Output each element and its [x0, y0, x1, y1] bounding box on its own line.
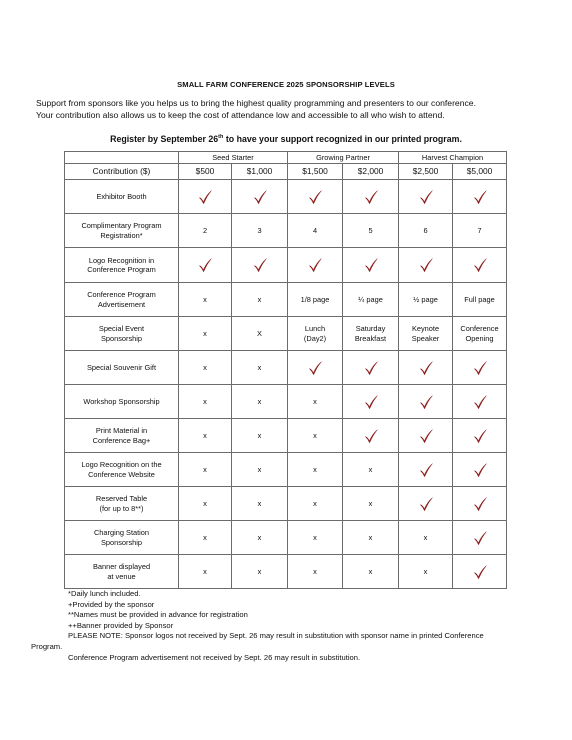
- benefit-not-included-cell: x: [232, 385, 288, 419]
- amount-header-row: [65, 164, 507, 180]
- amount-cell: $1,000: [232, 164, 288, 180]
- benefit-included-cell: [399, 487, 453, 521]
- amount-cell: $5,000: [453, 164, 507, 180]
- registration-count-cell: 5: [343, 214, 399, 248]
- benefit-not-included-cell: x: [343, 453, 399, 487]
- benefit-detail-line: Breakfast: [354, 333, 387, 343]
- checkmark-icon: [363, 394, 379, 410]
- benefit-included-cell: [453, 555, 507, 589]
- benefit-label: [65, 248, 179, 283]
- benefit-not-included-cell: x: [343, 521, 399, 555]
- amount-cell: $1,500: [288, 164, 343, 180]
- checkmark-icon: [418, 257, 434, 273]
- amount-cell: $2,000: [343, 164, 399, 180]
- checkmark-icon: [418, 394, 434, 410]
- benefit-included-cell: [399, 385, 453, 419]
- benefit-included-cell: [453, 351, 507, 385]
- benefit-label-line: Workshop Sponsorship: [83, 396, 160, 406]
- checkmark-icon: [472, 394, 488, 410]
- checkmark-icon: [472, 360, 488, 376]
- benefit-included-cell: [288, 180, 343, 214]
- benefit-included-cell: [399, 453, 453, 487]
- benefit-included-cell: [453, 419, 507, 453]
- benefit-not-included-cell: x: [179, 487, 232, 521]
- benefit-label: [65, 555, 179, 589]
- checkmark-icon: [472, 496, 488, 512]
- benefit-row: [65, 180, 507, 214]
- checkmark-icon: [472, 189, 488, 205]
- benefit-row: [65, 487, 507, 521]
- benefit-row: [65, 385, 507, 419]
- benefit-included-cell: [453, 521, 507, 555]
- benefit-not-included-cell: x: [179, 351, 232, 385]
- benefit-label: [65, 351, 179, 385]
- note-advertisement-deadline: Conference Program advertisement not received by Sept. 26 may result in substitution.: [68, 652, 361, 662]
- benefit-included-cell: [453, 453, 507, 487]
- benefit-included-cell: [232, 180, 288, 214]
- benefit-label: [65, 487, 179, 521]
- registration-count-cell: 7: [453, 214, 507, 248]
- benefit-included-cell: [288, 351, 343, 385]
- checkmark-icon: [363, 257, 379, 273]
- benefit-included-cell: [453, 248, 507, 283]
- register-suffix: to have your support recognized in our printed program.: [223, 134, 462, 144]
- page-title: SMALL FARM CONFERENCE 2025 SPONSORSHIP LEVELS: [177, 80, 395, 89]
- benefit-label: [65, 385, 179, 419]
- benefit-label-line: Reserved Table: [95, 494, 148, 503]
- benefit-included-cell: [179, 248, 232, 283]
- benefit-not-included-cell: x: [232, 521, 288, 555]
- checkmark-icon: [472, 462, 488, 478]
- checkmark-icon: [307, 189, 323, 205]
- benefit-included-cell: [343, 419, 399, 453]
- benefit-detail-cell: [453, 317, 507, 351]
- benefit-included-cell: [399, 180, 453, 214]
- benefit-not-included-cell: X: [232, 317, 288, 351]
- intro-line-1: Support from sponsors like you helps us to bring the highest quality programming and presenters to our conference.: [36, 98, 476, 108]
- benefit-label-line: Conference Program: [87, 290, 156, 299]
- benefit-label-line: Conference Program: [87, 265, 156, 274]
- checkmark-icon: [307, 257, 323, 273]
- register-deadline: [0, 134, 572, 144]
- benefit-label: [65, 419, 179, 453]
- note-names-in-advance: **Names must be provided in advance for registration: [68, 610, 248, 620]
- amount-cell: $2,500: [399, 164, 453, 180]
- checkmark-icon: [252, 257, 268, 273]
- benefit-label-line: Charging Station: [93, 528, 150, 537]
- benefit-detail-cell: [399, 317, 453, 351]
- benefit-label-line: Complimentary Program: [81, 221, 162, 230]
- intro-text: [36, 97, 546, 121]
- benefit-label-line: Sponsorship: [100, 333, 143, 343]
- benefit-label-line: Logo Recognition in: [88, 255, 155, 265]
- sponsorship-table: [64, 151, 507, 589]
- contribution-label: Contribution ($): [65, 164, 179, 180]
- benefit-label-line: Special Souvenir Gift: [86, 362, 156, 372]
- registration-count-cell: 4: [288, 214, 343, 248]
- benefit-label-line: Sponsorship: [100, 537, 143, 547]
- checkmark-icon: [363, 360, 379, 376]
- group-header-blank: [65, 152, 179, 164]
- checkmark-icon: [363, 189, 379, 205]
- benefit-row: [65, 214, 507, 248]
- benefit-not-included-cell: x: [399, 521, 453, 555]
- benefit-not-included-cell: x: [399, 555, 453, 589]
- benefit-not-included-cell: x: [288, 419, 343, 453]
- checkmark-icon: [472, 530, 488, 546]
- note-banner-by-sponsor: ++Banner provided by Sponsor: [68, 620, 174, 630]
- benefit-label: [65, 283, 179, 317]
- benefit-label-line: Conference Website: [88, 469, 155, 479]
- group-seed-starter: Seed Starter: [179, 152, 288, 164]
- benefit-included-cell: [343, 351, 399, 385]
- benefit-included-cell: [288, 248, 343, 283]
- checkmark-icon: [418, 428, 434, 444]
- checkmark-icon: [418, 462, 434, 478]
- benefit-detail-cell: ½ page: [399, 283, 453, 317]
- benefit-detail-cell: [288, 317, 343, 351]
- register-prefix: Register by September 26: [110, 134, 219, 144]
- checkmark-icon: [197, 257, 213, 273]
- benefit-detail-line: Opening: [465, 333, 494, 343]
- benefit-included-cell: [343, 180, 399, 214]
- benefit-not-included-cell: x: [232, 283, 288, 317]
- intro-line-2: Your contribution also allows us to keep the cost of attendance low and accessible to all who wish to attend.: [36, 110, 445, 120]
- benefit-not-included-cell: x: [288, 453, 343, 487]
- checkmark-icon: [363, 428, 379, 444]
- benefit-included-cell: [399, 248, 453, 283]
- benefit-not-included-cell: x: [179, 453, 232, 487]
- benefit-included-cell: [343, 385, 399, 419]
- benefit-included-cell: [232, 248, 288, 283]
- checkmark-icon: [418, 189, 434, 205]
- checkmark-icon: [252, 189, 268, 205]
- note-logo-deadline: PLEASE NOTE: Sponsor logos not received by Sept. 26 may result in substitution with sponsor name in printed Conference: [68, 631, 484, 641]
- benefit-label-line: Banner displayed: [92, 562, 151, 571]
- benefit-not-included-cell: x: [288, 521, 343, 555]
- benefit-label: [65, 180, 179, 214]
- benefit-not-included-cell: x: [232, 555, 288, 589]
- group-header-row: [65, 152, 507, 164]
- benefit-detail-line: Conference: [460, 324, 499, 333]
- benefit-included-cell: [179, 180, 232, 214]
- group-growing-partner: Growing Partner: [288, 152, 399, 164]
- benefit-label-line: at venue: [107, 571, 136, 581]
- benefit-detail-cell: ¼ page: [343, 283, 399, 317]
- benefit-label-line: Exhibitor Booth: [96, 191, 147, 201]
- footnotes: [31, 589, 548, 663]
- benefit-row: [65, 248, 507, 283]
- registration-count-cell: 3: [232, 214, 288, 248]
- benefit-not-included-cell: x: [232, 453, 288, 487]
- benefit-included-cell: [399, 419, 453, 453]
- benefit-detail-line: Speaker: [411, 333, 440, 343]
- benefit-label-line: Advertisement: [97, 299, 146, 309]
- benefit-not-included-cell: x: [232, 487, 288, 521]
- checkmark-icon: [418, 360, 434, 376]
- benefit-included-cell: [453, 180, 507, 214]
- benefit-detail-cell: 1/8 page: [288, 283, 343, 317]
- register-sup: th: [218, 134, 224, 140]
- benefit-row: [65, 521, 507, 555]
- benefit-label: [65, 521, 179, 555]
- benefit-not-included-cell: x: [179, 555, 232, 589]
- benefit-label-line: Print Material in: [95, 426, 148, 435]
- benefit-label-line: Conference Bag+: [92, 435, 151, 445]
- benefit-included-cell: [453, 487, 507, 521]
- checkmark-icon: [418, 496, 434, 512]
- benefit-label: [65, 317, 179, 351]
- checkmark-icon: [472, 257, 488, 273]
- note-provided-by-sponsor: +Provided by the sponsor: [68, 599, 155, 609]
- benefit-not-included-cell: x: [343, 487, 399, 521]
- benefit-label-line: Registration*: [100, 230, 143, 240]
- benefit-included-cell: [343, 248, 399, 283]
- benefit-not-included-cell: x: [288, 487, 343, 521]
- benefit-not-included-cell: x: [179, 385, 232, 419]
- benefit-not-included-cell: x: [232, 351, 288, 385]
- note-daily-lunch: *Daily lunch included.: [68, 589, 141, 598]
- group-harvest-champion: Harvest Champion: [399, 152, 507, 164]
- checkmark-icon: [307, 360, 323, 376]
- benefit-row: [65, 453, 507, 487]
- benefit-row: [65, 555, 507, 589]
- benefit-included-cell: [453, 385, 507, 419]
- benefit-not-included-cell: x: [179, 283, 232, 317]
- benefit-detail-cell: Full page: [453, 283, 507, 317]
- note-logo-deadline-wrap: Program.: [31, 641, 63, 651]
- benefit-label-line: Special Event: [98, 324, 145, 333]
- benefit-detail-line: Saturday: [355, 324, 386, 333]
- registration-count-cell: 6: [399, 214, 453, 248]
- benefit-row: [65, 351, 507, 385]
- benefit-not-included-cell: x: [343, 555, 399, 589]
- benefit-included-cell: [399, 351, 453, 385]
- benefit-not-included-cell: x: [232, 419, 288, 453]
- benefit-detail-line: Lunch: [304, 324, 326, 333]
- checkmark-icon: [472, 428, 488, 444]
- benefit-label-line: (for up to 8**): [99, 503, 144, 513]
- benefit-detail-cell: [343, 317, 399, 351]
- benefit-label-line: Logo Recognition on the: [81, 460, 162, 469]
- benefit-detail-line: Keynote: [411, 324, 440, 333]
- benefit-row: [65, 317, 507, 351]
- benefit-label: [65, 453, 179, 487]
- benefit-label: [65, 214, 179, 248]
- benefit-not-included-cell: x: [288, 555, 343, 589]
- benefit-not-included-cell: x: [179, 521, 232, 555]
- checkmark-icon: [197, 189, 213, 205]
- benefit-not-included-cell: x: [179, 317, 232, 351]
- benefit-not-included-cell: x: [179, 419, 232, 453]
- benefit-row: [65, 419, 507, 453]
- benefit-row: [65, 283, 507, 317]
- amount-cell: $500: [179, 164, 232, 180]
- benefit-detail-line: (Day2): [303, 333, 327, 343]
- checkmark-icon: [472, 564, 488, 580]
- registration-count-cell: 2: [179, 214, 232, 248]
- benefit-not-included-cell: x: [288, 385, 343, 419]
